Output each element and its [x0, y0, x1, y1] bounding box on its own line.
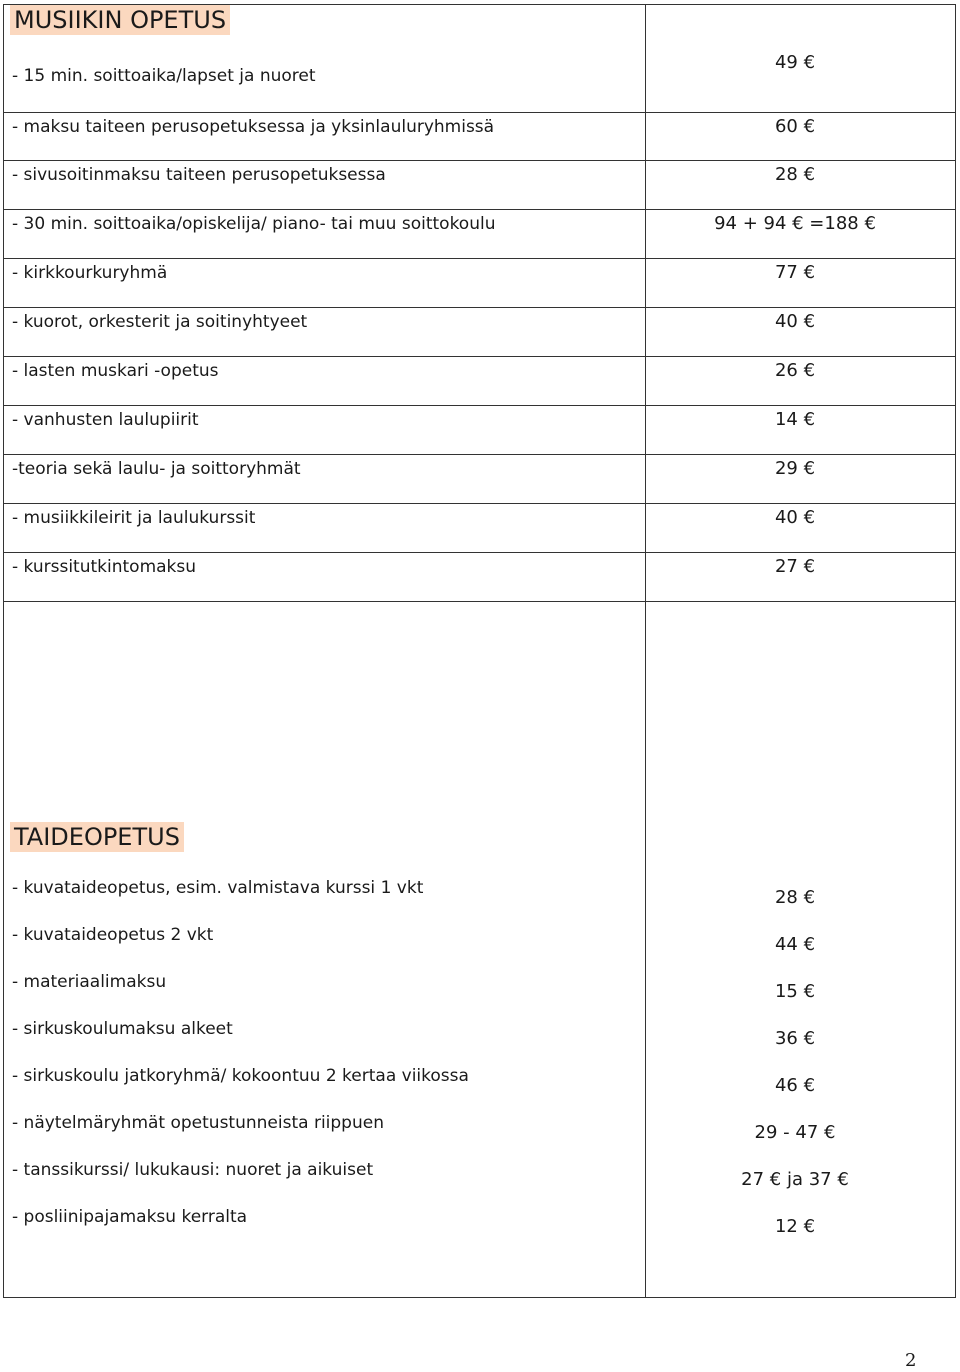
music-row-label: -teoria sekä laulu- ja soittoryhmät: [12, 459, 301, 479]
price-table-frame: [3, 4, 956, 1298]
row-divider: [3, 552, 956, 553]
art-section-heading: TAIDEOPETUS: [10, 822, 184, 852]
art-row-price: 29 - 47 €: [754, 1122, 836, 1143]
music-row-price: 14 €: [774, 409, 816, 430]
music-row-label: - musiikkileirit ja laulukurssit: [12, 508, 256, 528]
art-row-label: - näytelmäryhmät opetustunneista riippuen: [12, 1113, 384, 1133]
music-section-heading: MUSIIKIN OPETUS: [10, 5, 230, 35]
music-row-price: 77 €: [774, 262, 816, 283]
row-divider: [3, 209, 956, 210]
row-divider: [3, 601, 956, 602]
music-row-price: 29 €: [774, 458, 816, 479]
art-row-label: - tanssikurssi/ lukukausi: nuoret ja aikuiset: [12, 1160, 374, 1180]
music-row-price: 28 €: [774, 164, 816, 185]
art-row-price: 27 € ja 37 €: [741, 1169, 849, 1190]
row-divider: [3, 503, 956, 504]
art-row-label: - kuvataideopetus 2 vkt: [12, 925, 214, 945]
row-divider: [3, 307, 956, 308]
music-row-label: - 30 min. soittoaika/opiskelija/ piano- tai muu soittokoulu: [12, 214, 496, 234]
row-divider: [3, 258, 956, 259]
art-row-price: 15 €: [774, 981, 816, 1002]
art-row-price: 36 €: [774, 1028, 816, 1049]
music-row-label: - kuorot, orkesterit ja soitinyhtyeet: [12, 312, 308, 332]
row-divider: [3, 356, 956, 357]
art-row-label: - kuvataideopetus, esim. valmistava kurssi 1 vkt: [12, 878, 424, 898]
music-row-label: - 15 min. soittoaika/lapset ja nuoret: [12, 66, 316, 86]
music-row-label: - kurssitutkintomaksu: [12, 557, 197, 577]
music-row-price: 40 €: [774, 311, 816, 332]
music-row-label: - sivusoitinmaksu taiteen perusopetuksessa: [12, 165, 386, 185]
music-row-price: 27 €: [774, 556, 816, 577]
row-divider: [3, 112, 956, 113]
row-divider: [3, 454, 956, 455]
art-row-price: 44 €: [774, 934, 816, 955]
page-number: 2: [905, 1350, 917, 1371]
art-row-label: - sirkuskoulu jatkoryhmä/ kokoontuu 2 kertaa viikossa: [12, 1066, 469, 1086]
music-row-price: 40 €: [774, 507, 816, 528]
music-row-label: - lasten muskari -opetus: [12, 361, 219, 381]
music-row-price: 49 €: [774, 52, 816, 73]
art-row-label: - materiaalimaksu: [12, 972, 167, 992]
art-row-price: 12 €: [774, 1216, 816, 1237]
row-divider: [3, 405, 956, 406]
music-row-price: 26 €: [774, 360, 816, 381]
art-row-price: 46 €: [774, 1075, 816, 1096]
music-row-price: 60 €: [774, 116, 816, 137]
music-row-price: 94 + 94 € =188 €: [714, 213, 876, 234]
art-row-price: 28 €: [774, 887, 816, 908]
music-row-label: - kirkkourkuryhmä: [12, 263, 168, 283]
row-divider: [3, 160, 956, 161]
art-row-label: - posliinipajamaksu kerralta: [12, 1207, 248, 1227]
art-row-label: - sirkuskoulumaksu alkeet: [12, 1019, 233, 1039]
music-row-label: - vanhusten laulupiirit: [12, 410, 199, 430]
music-row-label: - maksu taiteen perusopetuksessa ja yksinlauluryhmissä: [12, 117, 495, 137]
column-divider: [645, 4, 646, 1298]
